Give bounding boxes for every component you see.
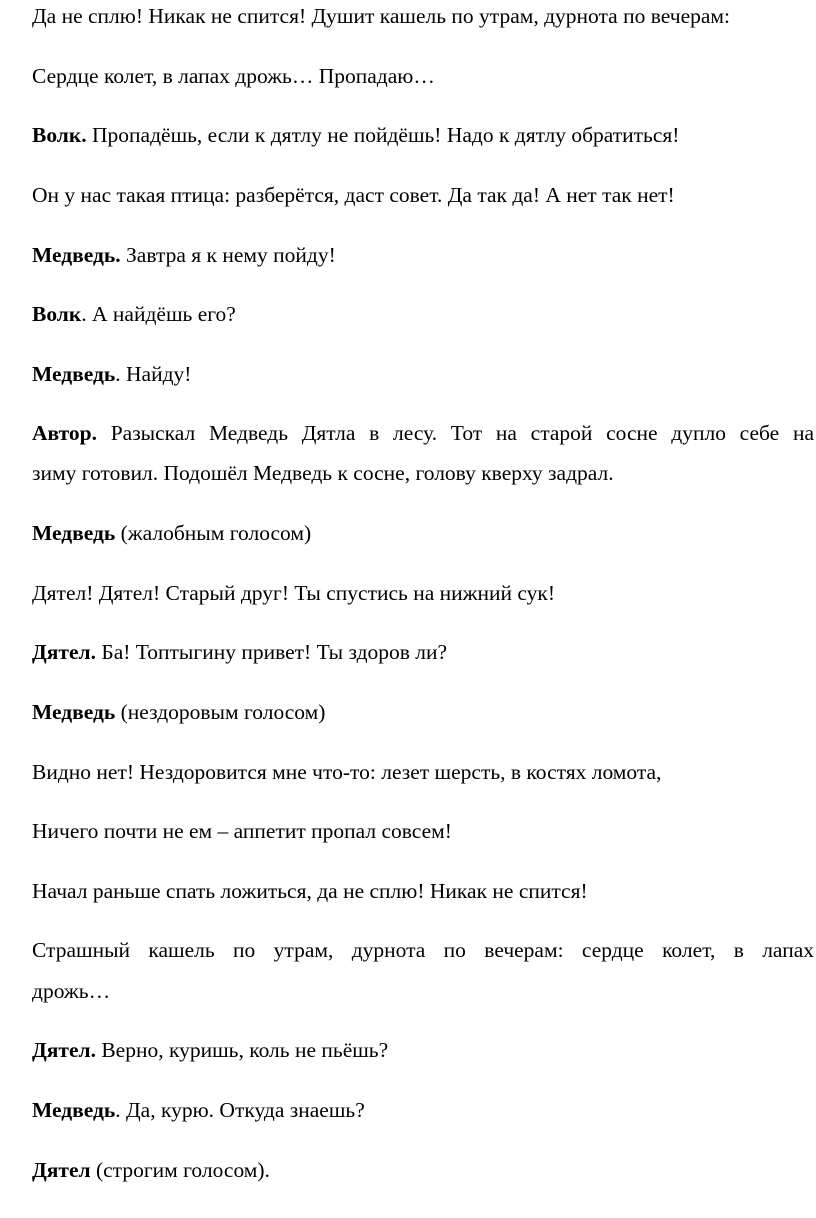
line-text: (нездоровым голосом) [115,700,326,724]
line-text: дрожь… [32,979,111,1003]
text-line [32,461,814,485]
speaker-name: Волк [32,302,82,326]
text-line [32,640,814,664]
text-line [32,1098,814,1122]
text-line [32,1038,814,1062]
line-text: Пропадёшь, если к дятлу не пойдёшь! Надо к дятлу обратиться! [86,123,680,147]
speaker-name: Медведь [32,521,116,545]
text-line [32,819,814,843]
speaker-name: Медведь [32,1098,116,1122]
text-line [32,123,814,147]
text-line [32,64,814,88]
line-text: Верно, куришь, коль не пьёшь? [95,1038,389,1062]
text-line [32,938,814,962]
line-text: Ба! Топтыгину привет! Ты здоров ли? [95,640,448,664]
line-text: (строгим голосом). [90,1158,270,1182]
speaker-name: Волк. [32,123,87,147]
line-text: Видно нет! Нездоровится мне что-то: лезет шерсть, в костях ломота, [32,760,662,784]
speaker-name: Медведь. [32,243,121,267]
text-line [32,183,814,207]
text-line [32,700,814,724]
text-line [32,760,814,784]
text-line [32,521,814,545]
text-line [32,243,814,267]
speaker-name: Дятел. [32,640,96,664]
line-text: Дятел! Дятел! Старый друг! Ты спустись на нижний сук! [32,581,556,605]
line-text: . Найду! [115,362,192,386]
speaker-name: Дятел [32,1158,91,1182]
speaker-name: Медведь [32,362,116,386]
text-line [32,979,814,1003]
text-line [32,421,814,445]
line-text: Он у нас такая птица: разберётся, даст совет. Да так да! А нет так нет! [32,183,675,207]
text-line [32,581,814,605]
line-text: Ничего почти не ем – аппетит пропал совсем! [32,819,452,843]
text-line [32,302,814,326]
speaker-name: Дятел. [32,1038,96,1062]
text-line [32,879,814,903]
line-text: Страшный кашель по утрам, дурнота по вечерам: сердце колет, в лапах [32,938,814,962]
line-text: Сердце колет, в лапах дрожь… Пропадаю… [32,64,435,88]
text-line [32,1158,814,1182]
line-text: Разыскал Медведь Дятла в лесу. Тот на старой сосне дупло себе на [96,421,814,445]
line-text: . А найдёшь его? [81,302,236,326]
line-text: зиму готовил. Подошёл Медведь к сосне, голову кверху задрал. [32,461,614,485]
line-text: (жалобным голосом) [115,521,312,545]
speaker-name: Медведь [32,700,116,724]
text-line [32,362,814,386]
speaker-name: Автор. [32,421,97,445]
text-line [32,4,814,28]
line-text: Начал раньше спать ложиться, да не сплю! Никак не спится! [32,879,588,903]
line-text: Завтра я к нему пойду! [120,243,336,267]
line-text: . Да, курю. Откуда знаешь? [115,1098,365,1122]
line-text: Да не сплю! Никак не спится! Душит кашель по утрам, дурнота по вечерам: [32,4,730,28]
